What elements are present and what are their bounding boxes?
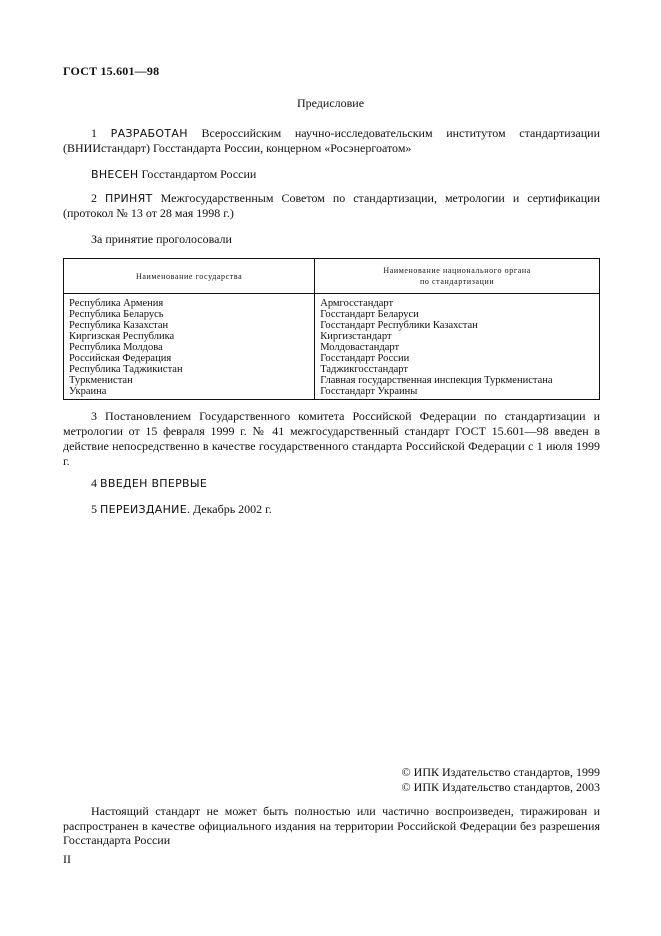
column-header-standards-body — [315, 259, 600, 294]
bodies-column — [315, 294, 600, 400]
standards-body-name: Киргизстандарт — [320, 331, 392, 342]
state-name: Киргизская Республика — [69, 331, 175, 342]
paragraph-text: Госстандартом России — [138, 167, 257, 181]
paragraph-text: . Декабрь 2002 г. — [186, 502, 272, 516]
copyright-line: © ИПК Издательство стандартов, 2003 — [401, 780, 600, 794]
paragraph-number: 4 — [91, 476, 97, 490]
voting-states-table — [63, 258, 600, 400]
state-name: Республика Армения — [69, 298, 164, 309]
paragraph-text: Межгосударственным Советом по стандартизации, метрологии и сертификации (протокол № 13 от 28 мая 1998 г.) — [63, 191, 601, 220]
states-column — [64, 294, 315, 400]
standards-body-name: Госстандарт России — [320, 353, 410, 364]
state-name: Республика Казахстан — [69, 320, 169, 331]
paragraph-adopted — [63, 191, 600, 221]
paragraph-resolution — [63, 409, 600, 469]
paragraph-number: 5 — [91, 502, 97, 516]
state-name: Республика Таджикистан — [69, 364, 183, 375]
state-name: Туркменистан — [69, 375, 133, 386]
standards-body-name: Госстандарт Украины — [320, 386, 418, 397]
standards-body-name: Армгосстандарт — [320, 298, 394, 309]
paragraph-text: ВВЕДЕН ВПЕРВЫЕ — [100, 477, 208, 490]
page-number: II — [63, 852, 71, 866]
paragraph-number: 1 — [91, 126, 97, 140]
paragraph-text: 3 Постановлением Государственного комитета Российской Федерации по стандартизации и метрологии от 15 февраля 1999 г. № 41 межгосударственный стандарт ГОСТ 15.601—98 введен в действие непосредственно в качестве государственного стандарта Российской Федерации с 1 июля 1999 г. — [63, 409, 600, 468]
paragraph-lead: ВНЕСЕН — [91, 168, 139, 181]
preface-title: Предисловие — [296, 96, 365, 110]
state-name: Республика Молдова — [69, 342, 163, 353]
vote-intro — [63, 232, 600, 247]
standards-body-name: Молдовастандарт — [320, 342, 400, 353]
paragraph-lead: РАЗРАБОТАН — [110, 127, 188, 140]
standards-body-name: Таджикгосстандарт — [320, 364, 408, 375]
copyright-block — [380, 765, 600, 795]
vote-intro-text: За принятие проголосовали — [91, 232, 232, 246]
state-name: Российская Федерация — [69, 353, 172, 364]
notice-text: Настоящий стандарт не может быть полностью или частично воспроизведен, тиражирован и распространен в качестве официального издания на территории Российской Федерации без разрешения Госстандарта России — [63, 804, 600, 847]
paragraph-lead: ПЕРЕИЗДАНИЕ — [100, 503, 187, 516]
column-header-state: Наименование государства — [64, 259, 315, 294]
standards-body-name: Госстандарт Республики Казахстан — [320, 320, 478, 331]
paragraph-reissue — [63, 502, 600, 517]
paragraph-introduced — [63, 167, 600, 182]
state-name: Украина — [69, 386, 107, 397]
paragraph-developed — [63, 126, 600, 156]
reproduction-notice — [63, 804, 600, 848]
paragraph-text: Всероссийским научно-исследовательским институтом стандартизации (ВНИИстандарт) Госстандарта России, концерном «Росэнергоатом» — [63, 126, 600, 155]
copyright-line: © ИПК Издательство стандартов, 1999 — [401, 765, 600, 779]
column-header-line: Наименование национального органа — [383, 266, 531, 275]
paragraph-lead: ПРИНЯТ — [105, 192, 153, 205]
standards-body-name: Главная государственная инспекция Туркменистана — [320, 375, 553, 386]
document-code: ГОСТ 15.601—98 — [63, 64, 160, 78]
paragraph-number: 2 — [91, 191, 97, 205]
state-name: Республика Беларусь — [69, 309, 164, 320]
paragraph-first-introduced — [63, 476, 600, 491]
standards-body-name: Госстандарт Беларуси — [320, 309, 419, 320]
column-header-line: по стандартизации — [419, 277, 495, 286]
